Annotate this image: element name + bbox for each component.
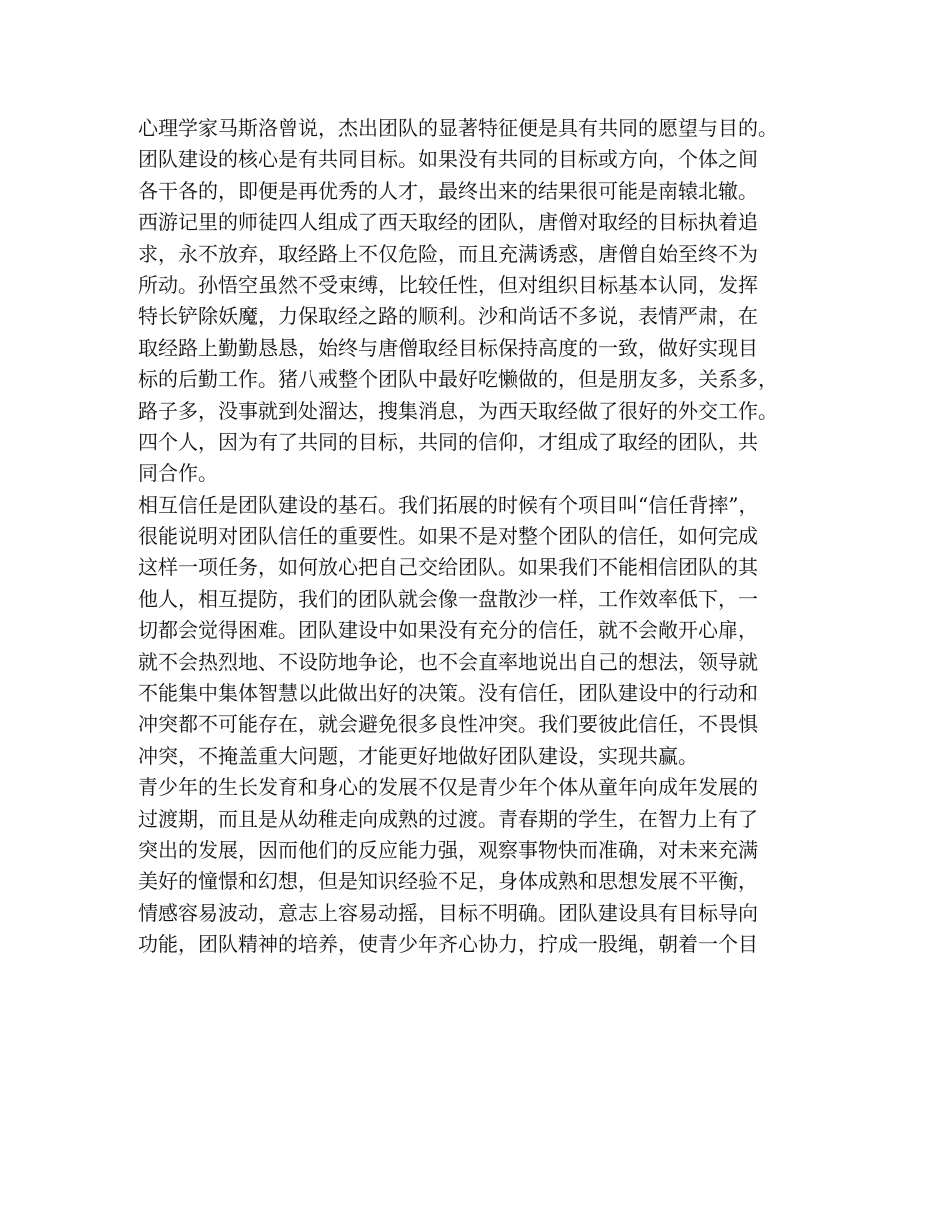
text-line: 路子多，没事就到处溜达，搜集消息，为西天取经做了很好的外交工作。 — [138, 398, 778, 423]
text-line: 冲突，不掩盖重大问题，才能更好地做好团队建设，实现共赢。 — [138, 743, 698, 768]
text-line: 冲突都不可能存在，就会避免很多良性冲突。我们要彼此信任，不畏惧 — [138, 712, 758, 737]
text-line: 求，永不放弃，取经路上不仅危险，而且充满诱惑，唐僧自始至终不为 — [138, 241, 758, 266]
text-line: 美好的憧憬和幻想，但是知识经验不足，身体成熟和思想发展不平衡， — [138, 869, 758, 894]
text-line: 各干各的，即便是再优秀的人才，最终出来的结果很可能是南辕北辙。 — [138, 178, 758, 203]
text-line: 很能说明对团队信任的重要性。如果不是对整个团队的信任，如何完成 — [138, 524, 758, 549]
text-line: 他人，相互提防，我们的团队就会像一盘散沙一样，工作效率低下，一 — [138, 586, 758, 611]
text-line: 不能集中集体智慧以此做出好的决策。没有信任，团队建设中的行动和 — [138, 681, 758, 706]
text-line: 情感容易波动，意志上容易动摇，目标不明确。团队建设具有目标导向 — [138, 900, 758, 925]
text-line: 过渡期，而且是从幼稚走向成熟的过渡。青春期的学生，在智力上有了 — [138, 806, 758, 831]
text-line: 突出的发展，因而他们的反应能力强，观察事物快而准确，对未来充满 — [138, 837, 758, 862]
text-line: 功能，团队精神的培养，使青少年齐心协力，拧成一股绳，朝着一个目 — [138, 932, 758, 957]
text-line: 四个人，因为有了共同的目标，共同的信仰，才组成了取经的团队，共 — [138, 429, 758, 454]
text-line: 相互信任是团队建设的基石。我们拓展的时候有个项目叫“信任背摔”， — [138, 492, 759, 517]
text-line: 所动。孙悟空虽然不受束缚，比较任性，但对组织目标基本认同，发挥 — [138, 272, 758, 297]
text-line: 特长铲除妖魔，力保取经之路的顺利。沙和尚话不多说，表情严肃，在 — [138, 304, 758, 329]
text-line: 同合作。 — [138, 461, 218, 486]
text-line: 就不会热烈地、不设防地争论，也不会直率地说出自己的想法，领导就 — [138, 649, 758, 674]
text-line: 心理学家马斯洛曾说，杰出团队的显著特征便是具有共同的愿望与目的。 — [138, 116, 778, 140]
body-text — [138, 113, 818, 961]
text-line: 团队建设的核心是有共同目标。如果没有共同的目标或方向，个体之间 — [138, 147, 758, 172]
text-line: 青少年的生长发育和身心的发展不仅是青少年个体从童年向成年发展的 — [138, 775, 758, 800]
text-line: 这样一项任务，如何放心把自己交给团队。如果我们不能相信团队的其 — [138, 555, 758, 580]
text-line: 西游记里的师徒四人组成了西天取经的团队，唐僧对取经的目标执着追 — [138, 210, 758, 235]
text-line: 标的后勤工作。猪八戒整个团队中最好吃懒做的，但是朋友多，关系多， — [138, 367, 778, 392]
text-line: 取经路上勤勤恳恳，始终与唐僧取经目标保持高度的一致，做好实现目 — [138, 335, 758, 360]
text-line: 切都会觉得困难。团队建设中如果没有充分的信任，就不会敞开心扉， — [138, 618, 758, 643]
